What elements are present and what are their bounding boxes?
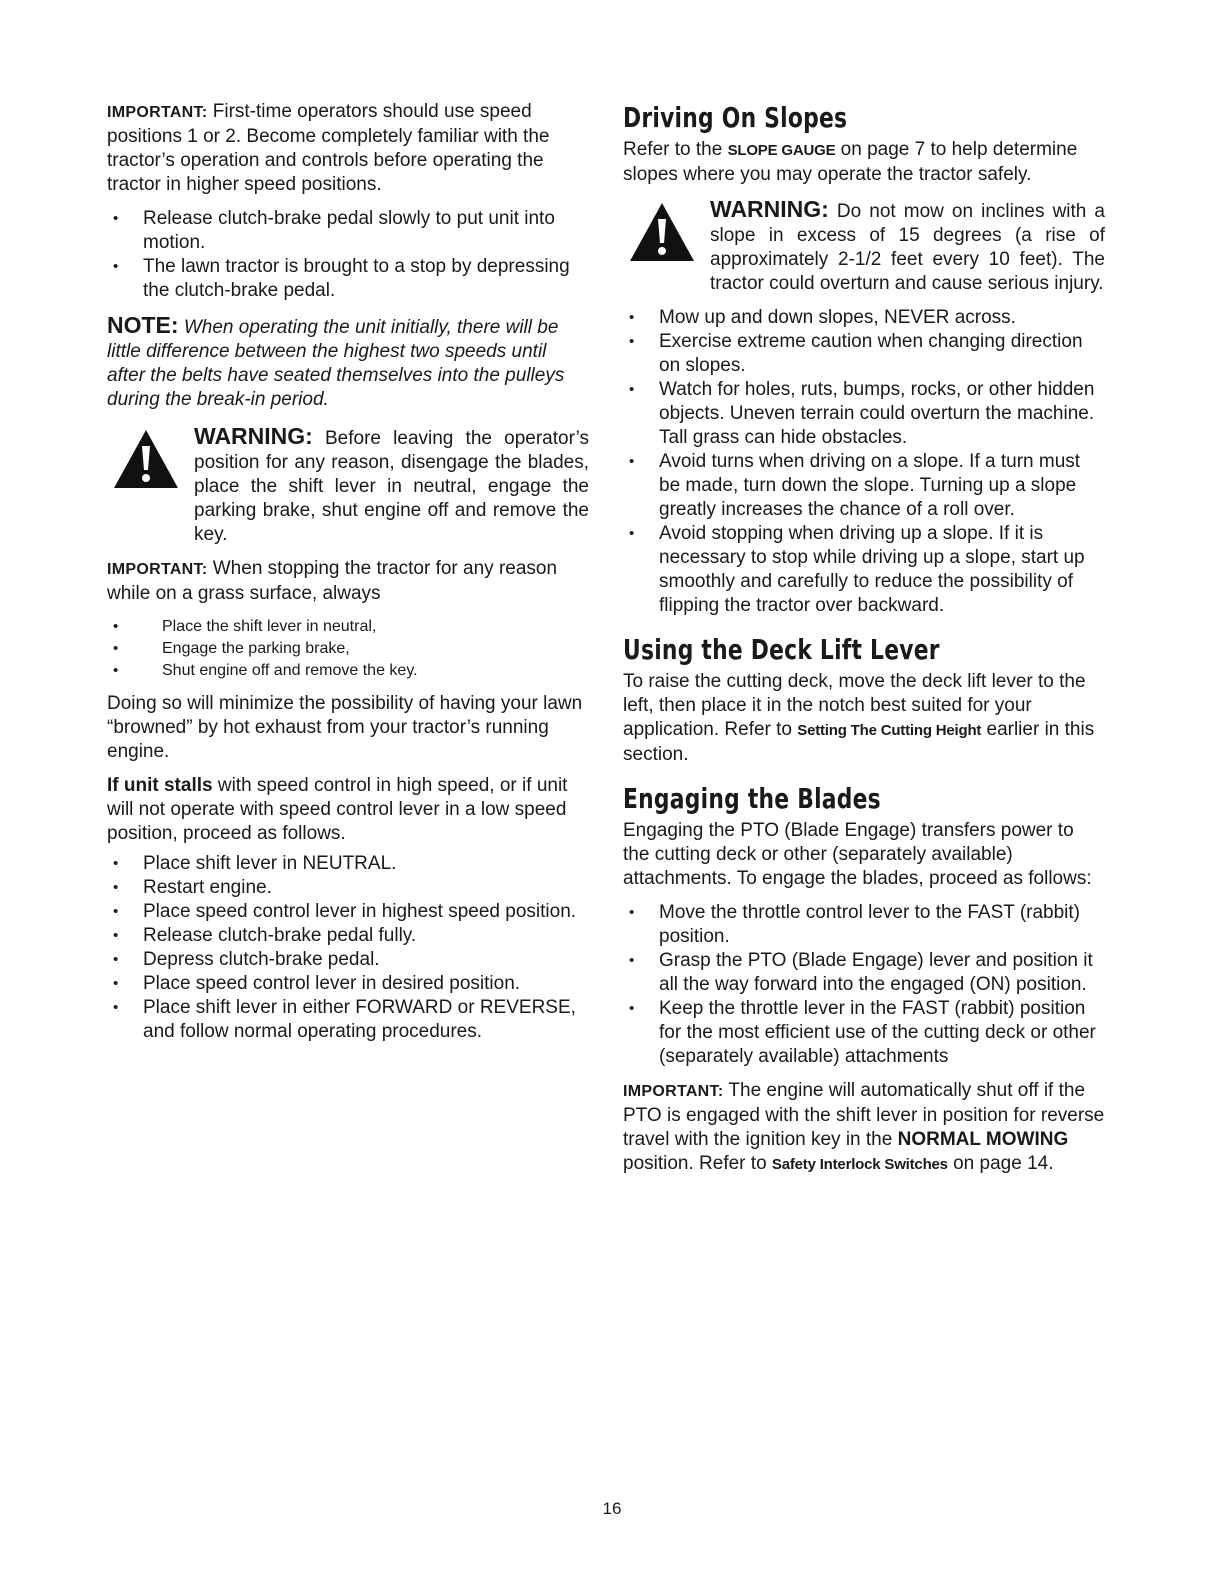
note-label: NOTE: <box>107 312 179 338</box>
important-text-pre: The engine will automatically shut off if the PTO is engaged with the shift lever in position for reverse travel with the ignition key in the <box>623 1080 1105 1150</box>
list-item: • Avoid stopping when driving up a slope. If it is necessary to stop while driving up a slope, start up smoothly and carefully to reduce the possibility of flipping the tractor over backward. <box>623 522 1105 618</box>
engaging-blades-paragraph: Engaging the PTO (Blade Engage) transfers power to the cutting deck or other (separately available) attachments. To engage the blades, proceed as follows: <box>623 820 1092 889</box>
important-paragraph-speed <box>107 100 589 197</box>
deck-lift-text-pre: To raise the cutting deck, move the deck lift lever to the left, then place it in the notch best suited for your application. Refer to <box>623 671 1086 740</box>
warning-triangle-icon <box>112 428 180 490</box>
heading-driving-on-slopes: Driving On Slopes <box>623 101 848 134</box>
left-column <box>107 100 589 1054</box>
warning-block-slopes <box>623 197 1105 296</box>
list-item: • Release clutch-brake pedal slowly to put unit into motion. <box>107 207 589 255</box>
heading-engaging-blades: Engaging the Blades <box>623 782 881 815</box>
list-item: • Place the shift lever in neutral, <box>107 616 589 638</box>
warning-label: WARNING: <box>710 196 829 222</box>
important-text-mid: position. Refer to <box>623 1153 772 1174</box>
warning-text: Do not mow on inclines with a slope in excess of 15 degrees (a rise of approximately 2-1/2 feet every 10 feet). The tractor could overturn and cause serious injury. <box>710 201 1105 294</box>
list-item: • Place shift lever in NEUTRAL. <box>107 852 589 876</box>
list-item: • Place shift lever in either FORWARD or REVERSE, and follow normal operating procedures. <box>107 996 589 1044</box>
important-text: When stopping the tractor for any reason while on a grass surface, always <box>107 558 558 604</box>
clutch-bullets <box>107 207 589 303</box>
list-item: • Move the throttle control lever to the FAST (rabbit) position. <box>623 901 1105 949</box>
deck-lift-paragraph <box>623 670 1105 767</box>
important-label: IMPORTANT: <box>107 104 208 121</box>
warning-label: WARNING: <box>194 423 313 449</box>
list-item: • The lawn tractor is brought to a stop by depressing the clutch-brake pedal. <box>107 255 589 303</box>
important-label: IMPORTANT: <box>107 561 208 578</box>
page-number: 16 <box>602 1499 622 1518</box>
list-item: • Mow up and down slopes, NEVER across. <box>623 306 1105 330</box>
list-item: • Engage the parking brake, <box>107 638 589 660</box>
unit-stalls-paragraph <box>107 774 589 846</box>
slope-bullets <box>623 306 1105 618</box>
list-item: • Restart engine. <box>107 876 589 900</box>
note-text: When operating the unit initially, there will be little difference between the highest two speeds until after the belts have seated themselves into the pulleys during the break-in period. <box>107 317 565 410</box>
warning-triangle-icon <box>628 201 696 263</box>
warning-text: Before leaving the operator’s position for any reason, disengage the blades, place the shift lever in neutral, engage the parking brake, shut engine off and remove the key. <box>194 428 589 545</box>
normal-mowing-label: NORMAL MOWING <box>897 1129 1069 1150</box>
important-label: IMPORTANT: <box>623 1083 724 1100</box>
slope-gauge-reference: SLOPE GAUGE <box>727 142 836 159</box>
deck-lift-text-post: earlier in this section. <box>623 719 1095 765</box>
list-item: • Shut engine off and remove the key. <box>107 660 589 682</box>
slope-text-post: on page 7 to help determine slopes where you may operate the tractor safely. <box>623 139 1078 185</box>
slope-text-pre: Refer to the <box>623 139 728 160</box>
important-text: First-time operators should use speed positions 1 or 2. Become completely familiar with the tractor’s operation and controls before operating the tractor in higher speed positions. <box>107 101 550 195</box>
right-column <box>623 100 1105 1187</box>
engage-bullets <box>623 901 1105 1069</box>
list-item: • Exercise extreme caution when changing direction on slopes. <box>623 330 1105 378</box>
browned-lawn-paragraph: Doing so will minimize the possibility of having your lawn “browned” by hot exhaust from your tractor’s running engine. <box>107 693 583 762</box>
stall-procedure-bullets <box>107 852 589 1044</box>
note-paragraph <box>107 313 589 412</box>
list-item: • Place speed control lever in highest speed position. <box>107 900 589 924</box>
list-item: • Keep the throttle lever in the FAST (rabbit) position for the most efficient use of the cutting deck or other (separately available) attachments <box>623 997 1105 1069</box>
list-item: • Avoid turns when driving on a slope. If a turn must be made, turn down the slope. Turning up a slope greatly increases the chance of a roll over. <box>623 450 1105 522</box>
list-item: • Depress clutch-brake pedal. <box>107 948 589 972</box>
unit-stalls-label: If unit stalls <box>107 775 213 796</box>
list-item: • Watch for holes, ruts, bumps, rocks, or other hidden objects. Uneven terrain could overturn the machine. Tall grass can hide obstacles. <box>623 378 1105 450</box>
list-item: • Release clutch-brake pedal fully. <box>107 924 589 948</box>
list-item: • Grasp the PTO (Blade Engage) lever and position it all the way forward into the engaged (ON) position. <box>623 949 1105 997</box>
cutting-height-reference: Setting The Cutting Height <box>797 722 982 739</box>
important-text-post: on page 14. <box>947 1153 1054 1174</box>
warning-block-operator <box>107 424 589 547</box>
stopping-bullets <box>107 616 589 682</box>
interlock-reference: Safety Interlock Switches <box>771 1156 948 1173</box>
unit-stalls-text: with speed control in high speed, or if unit will not operate with speed control lever in a low speed position, proceed as follows. <box>107 775 568 844</box>
important-paragraph-stopping <box>107 557 589 606</box>
list-item: • Place speed control lever in desired position. <box>107 972 589 996</box>
slope-gauge-paragraph <box>623 138 1105 187</box>
important-paragraph-pto <box>623 1079 1105 1177</box>
heading-deck-lift-lever: Using the Deck Lift Lever <box>623 633 940 666</box>
